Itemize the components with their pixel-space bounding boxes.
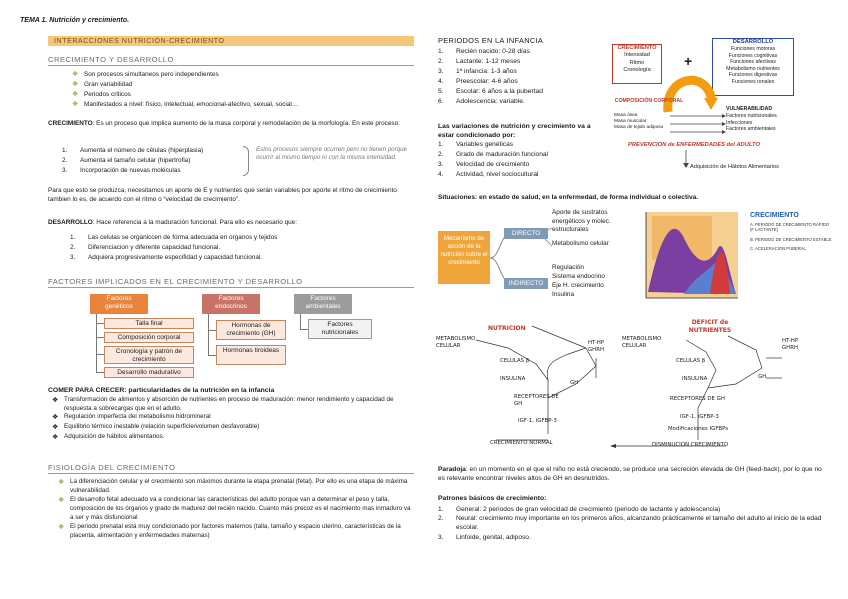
list-item: ❖ Son procesos simultaneos pero independientes (72, 71, 219, 78)
mecanismo-box: Mecanismo de acción de la nutrición sobre el crecimiento (438, 231, 490, 284)
connector (96, 337, 104, 338)
diamond-icon: ❖ (58, 479, 65, 486)
fig3-hth-1: HT-HP GHRH (588, 340, 605, 354)
fig1-composicion-items: Masa ósea Masa muscular Masa de tejido adiposo (614, 113, 664, 131)
fig3-gh-2: GH (758, 374, 767, 380)
fig3-gh-1: GH (570, 380, 579, 386)
list-item: 3. Linfoide, genital, adiposo. (438, 533, 531, 541)
list-item: 2. Lactante: 1-12 meses (438, 58, 521, 65)
connector (300, 314, 301, 329)
fig3-igf-2: IGF-1, IGFBP-3 (680, 414, 719, 420)
crecimiento-steps (62, 147, 203, 177)
fig1-curved-arrow (660, 64, 720, 120)
section-title-fisiologia: FISIOLOGÍA DEL CRECIMIENTO (48, 463, 414, 474)
fig1-desarrollo-box: DESARROLLO Funciones motoras Funciones cognitivas Funciones afectivas Metabolismo nutrientes Funciones digestivas Funciones renales (712, 38, 794, 96)
fig3-deficit: DEFICIT de NUTRIENTES (688, 319, 732, 335)
section-band: INTERACCIONES NUTRICIÓN-CRECIMIENTO (48, 36, 414, 46)
fig3-celulas-2: CELULAS β (676, 358, 706, 364)
list-item: 4. Preescolar: 4-6 años (438, 78, 518, 85)
list-item: 1. Las celulas se organiccen de forma adecuada en organos y tejidos (70, 234, 278, 241)
list-item: ❖ Transformación de alimentos y absorción de nutrientes en proceso de maduración: menor rendimiento y capacidad de respuesta a sobrecargas que en el adulto. (52, 396, 394, 412)
fig1-habitos: Adquisición de Hábitos Alimentarios (690, 164, 779, 170)
fig1-arrows (670, 113, 726, 137)
list-item: 2. Neural: crecimiento muy importante en los primeros años, alcanzando prácticamente el tamaño del adulto al inicio de la edad escolar. (438, 515, 822, 532)
factores-endocrinos-header: Factores endocrinos (202, 294, 260, 314)
comer-list (52, 396, 414, 442)
star-icon: ❖ (52, 424, 59, 432)
desarrollo-steps (70, 234, 277, 264)
diamond-icon: ❖ (72, 81, 79, 88)
diamond-icon: ❖ (58, 524, 65, 532)
connector (208, 314, 209, 356)
diamond-icon: ❖ (58, 497, 65, 505)
fig3-metabolismo-1: METABOLISMO CELULAR (436, 336, 476, 350)
connector (300, 329, 308, 330)
list-item: 3. Adquiera progresivamente especifidad y capacidad funcional. (70, 254, 263, 261)
fig1-vulnerabilidad: VULNERABILIDAD Factores nutricionales Infecciones Factores ambientales (726, 106, 777, 133)
list-item: ❖ El periodo prenatal está muy condicionado por factores maternos (talla, tamaño y espacio uterino, características de la placenta, alimentación y enfermedades maternas) (58, 523, 401, 540)
diamond-icon: ❖ (72, 91, 79, 98)
fig1-prevencion: PREVENCION de ENFERMEDADES del ADULTO (628, 142, 760, 148)
fig3-disminucion: DISMINUCION CRECIMIENTO (652, 442, 729, 448)
factor-item: Hormonas tiroideas (216, 345, 286, 365)
fig3-insulina-1: INSULINA (500, 376, 526, 382)
list-item: 2. Grado de maduración funcional (438, 151, 549, 158)
list-item: 1. Aumenta el número de células (hiperplasia) (62, 147, 204, 154)
factor-item: Hormonas de crecimiento (GH) (216, 320, 286, 340)
list-item: ❖ Equilibrio térmico inestable (relación superficie/volumen desfavorable) (52, 423, 260, 432)
brace (243, 146, 249, 176)
fig3-modificaciones: Modificaciones IGFBPs (668, 426, 729, 432)
list-item: 3. 1ª infancia: 1-3 años (438, 68, 517, 75)
list-item: ❖ El desarrollo fetal adecuado va a condicionar las características del adulto porque van a determinar el peso y talla, composición de los órganos y grado de madurez del recién nacido. Cuanto más precoz es el nacimiento mas inmaduro va a ser y más disfuncional (58, 496, 411, 521)
fig2-growth-chart (644, 208, 832, 304)
fig2-title: CRECIMIENTO (750, 212, 799, 219)
directo-items: Aporte de sustratos energéticos y molec. estructurales Metabolismo celular (552, 209, 611, 247)
list-item: 2. Diferenciacion y diferente capacidad funcional. (70, 244, 221, 251)
fig3-metabolismo-2: METABOLISMO CELULAR (622, 336, 662, 350)
list-item: 2. Aumenta el tamaño celular (hipertrofia) (62, 157, 191, 164)
list-item: 3. Velocidad de crecimiento (438, 161, 530, 168)
connector (208, 330, 216, 331)
variaciones-title: Las variaciones de nutrición y crecimiento va a estar condicionado por: (438, 123, 591, 140)
factor-item: Factores nutricionales (308, 319, 372, 339)
connector (208, 355, 216, 356)
desarrollo-definition: DESARROLLO: Hace referencia a la maduración funcional. Para ello es necesario que: (48, 219, 298, 226)
fig3-insulina-2: INSULINA (682, 376, 708, 382)
periodos-title: PERIODOS EN LA INFANCIA (438, 36, 544, 45)
diamond-icon: ❖ (72, 71, 79, 78)
variaciones-list (438, 141, 548, 181)
fig3-nutricion: NUTRICION (488, 325, 526, 332)
connector (96, 372, 104, 373)
list-item: ❖ Gran variabilidad (72, 81, 133, 88)
plus-sign: + (684, 53, 693, 69)
list-item: 3. Incorporación de nuevas moléculas (62, 167, 181, 174)
fig1-down-arrow (680, 150, 700, 170)
list-item: ❖ La diferenciación celular y el crecimiento son máximos durante la etapa prenatal (fetal). Por ello es una etapa de máxima vulnerabilidad. (58, 478, 408, 494)
fig3-crecimiento-normal: CRECIMIENTO NORMAL (490, 440, 553, 446)
connector (96, 354, 104, 355)
list-item: 1. Recién nacido: 0-28 días (438, 48, 530, 55)
star-icon: ❖ (52, 397, 59, 404)
paradoja: Paradoja: en un momento en el que el niño no está creciendo, se produce una secreción elevada de GH (feed-back), por lo que no es relevante encontrar niveles altos de GH en desnutridos. (438, 466, 822, 483)
fig1-crecimiento-box: CRECIMIENTO Intensidad Ritmo Cronología (612, 44, 662, 84)
directo-box: DIRECTO (504, 228, 548, 239)
indirecto-box: INDIRECTO (504, 278, 548, 289)
list-item: ❖ Periodos criticos (72, 91, 131, 98)
patrones-list (438, 505, 830, 542)
comer-title: COMER PARA CRECER: particularidades de la nutrición en la infancia (48, 387, 275, 394)
section-title-crecimiento-desarrollo: CRECIMIENTO Y DESARROLLO (48, 55, 414, 66)
patrones-title: Patrones básicos de crecimiento: (438, 495, 547, 502)
crecimiento-paragraph: Para que esto se produzca, necesitamos un aporte de E y nutrientes que serán variables por aporte el ritmo de crecimiento tambien lo es, de acuerdo con el ritmo o “velocidad de crecimiento”. (48, 187, 397, 203)
factores-geneticos-header: Factores genéticos (90, 294, 148, 314)
fig3-receptores-2: RECEPTORES DE GH (670, 396, 725, 402)
fisiologia-list (58, 478, 414, 541)
fig3-hth-2: HT-HP GHRH (782, 338, 799, 352)
situaciones: Situaciones: en estado de salud, en la enfermedad, de forma individual o colectiva. (438, 194, 699, 201)
fig3-receptores-1: RECEPTORES DE GH (514, 394, 559, 408)
crecimiento-note: Estos procesos siempre ocurren pero no tienen porque ocurrir al mismo tiempo ni con la misma intensidad. (256, 146, 407, 162)
factor-item: Desarrollo madurativo (104, 367, 194, 378)
factor-item: Composición corporal (104, 332, 194, 343)
list-item: 6. Adolescencia: variable. (438, 98, 525, 105)
crecimiento-definition: CRECIMIENTO: Es un proceso que implica aumento de la masa corporal y remodelación de la morfología. En este proceso: (48, 120, 400, 127)
list-item: ❖ Adquisición de hábitos alimentarios. (52, 432, 165, 441)
fig1-composicion: COMPOSICIÓN CORPORAL (614, 98, 684, 104)
list-item: 4. Actividad, nivel sociocultural (438, 171, 539, 178)
fig3-igf-1: IGF-1, IGFBP-3 (518, 418, 557, 424)
page-title: TEMA 1. Nutrición y crecimiento. (20, 17, 130, 24)
factores-ambientales-header: Factores ambientales (294, 294, 352, 314)
star-icon: ❖ (52, 414, 59, 422)
star-icon: ❖ (52, 433, 59, 441)
diamond-icon: ❖ (72, 101, 79, 108)
connector (96, 323, 104, 324)
indirecto-items: Regulación Sistema endocrino Eje H. crecimiento Insulina (552, 264, 605, 299)
list-item: 1. Variables genéticas (438, 141, 514, 148)
fig2-legend: A. PERIODO DE CRECIMIENTO RÁPIDO (F LACTANTE) B. PERIODO DE CRECIMIENTO ESTABLE C. ACELERACION PUBERAL (750, 222, 832, 252)
factor-item: Cronología y patrón de crecimiento (104, 346, 194, 364)
list-item: ❖ Regulación imperfecta del metabolismo hidromineral (52, 413, 211, 422)
bullets-crecimiento (72, 70, 298, 110)
list-item: 5. Escolar: 6 años a la pubertad (438, 88, 543, 95)
fig3-nutrition-diagram (436, 318, 836, 454)
factor-item: Talla final (104, 318, 194, 329)
list-item: 1. General: 2 periodos de gran velocidad de crecimiento (periodo de lactante y adolescencia) (438, 506, 721, 513)
section-title-factores: FACTORES IMPLICADOS EN EL CRECIMIENTO Y DESARROLLO (48, 277, 414, 288)
fig3-celulas-1: CELULAS β (500, 358, 530, 364)
list-item: ❖ Manifestados a nivel: físico, intelectual, emocional-afectivo, sexual, social… (72, 101, 299, 108)
periodos-list (438, 47, 543, 107)
